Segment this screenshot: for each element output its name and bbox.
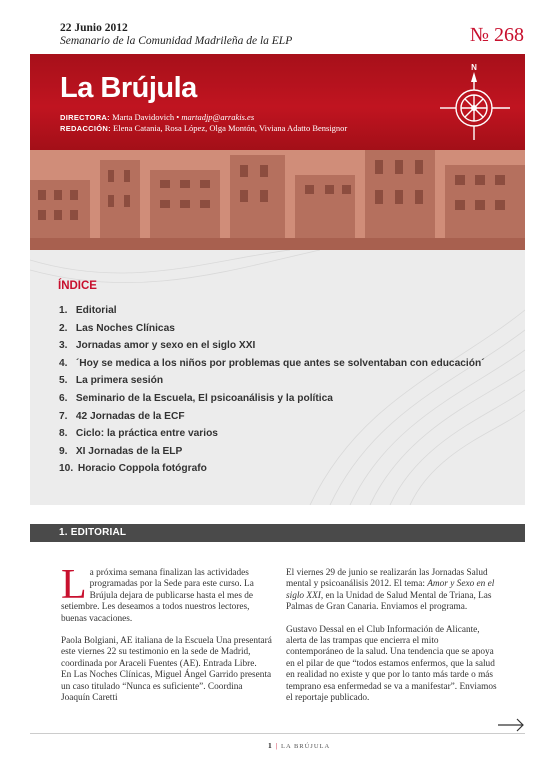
index-list bbox=[59, 302, 485, 478]
director-line bbox=[60, 112, 347, 123]
footer-publication-name: LA BRÚJULA bbox=[281, 743, 331, 750]
index-item[interactable]: 4. ´Hoy se medica a los niños por problemas que antes se solventaban con educación´ bbox=[59, 357, 485, 369]
compass-logo-icon bbox=[430, 58, 518, 146]
index-item[interactable]: 6. Seminario de la Escuela, El psicoanálisis y la política bbox=[59, 392, 333, 404]
buildings-image bbox=[30, 150, 525, 250]
index-item[interactable]: 9. XI Jornadas de la ELP bbox=[59, 445, 183, 457]
redaccion-line bbox=[60, 123, 347, 134]
compass-north-letter: N bbox=[471, 63, 477, 72]
index-item[interactable]: 1. Editorial bbox=[59, 305, 117, 316]
index-item[interactable]: 2. Las Noches Clínicas bbox=[59, 322, 175, 334]
page-number: 1 bbox=[268, 741, 272, 750]
index-item[interactable]: 8. Ciclo: la práctica entre varios bbox=[59, 428, 218, 440]
editorial-paragraph: El viernes 29 de junio se realizarán las Jornadas Salud mental y psicoanálisis 2012. El tema: Amor y Sexo en el siglo XXI, en la Unidad de Salud Mental de Triana, Las Palmas de Gran Canaria. Enviamos el programa. bbox=[286, 568, 495, 613]
editorial-column-left bbox=[61, 562, 273, 715]
city-buildings-photo bbox=[30, 150, 525, 250]
director-name: Marta Davidovich • bbox=[112, 112, 180, 122]
editorial-column-right bbox=[286, 568, 498, 715]
index-item[interactable]: 10. Horacio Coppola fotógrafo bbox=[59, 463, 207, 475]
masthead-credits bbox=[60, 112, 347, 134]
editorial-paragraph: En Las Noches Clínicas, Miguel Ángel Garrido presenta un caso titulado “Nunca es suficiente”. Coordina Joaquín Caretti bbox=[61, 670, 272, 704]
editorial-paragraph: Paola Bolgiani, AE italiana de la Escuela Una presentará este viernes 22 su testimonio en la sede de Madrid, coordinada por Araceli Fuentes (AE). Entrada Libre. bbox=[61, 636, 272, 669]
next-page-arrow-icon[interactable] bbox=[497, 718, 525, 732]
footer-divider bbox=[30, 733, 525, 734]
drop-cap: L bbox=[61, 562, 87, 608]
redaccion-label: REDACCIÓN: bbox=[60, 124, 111, 133]
editorial-paragraph: Gustavo Dessal en el Club Información de Alicante, alerta de las trampas que encierra el mito contemporáneo de la salud. Una tendencia que se apoya en el pilar de que “todos estamos enfermos, que la salud en realidad no existe y que por lo tanto más tarde o más temprano esa enfermedad se va a manifestar”. Enviamos el reportaje publicado. bbox=[286, 624, 497, 704]
issue-date: 22 Junio 2012 bbox=[60, 22, 128, 34]
index-item[interactable]: 7. 42 Jornadas de la ECF bbox=[59, 410, 185, 422]
table-of-contents bbox=[30, 250, 525, 505]
section-title: 1. EDITORIAL bbox=[59, 527, 127, 538]
redaccion-names: Elena Catania, Rosa López, Olga Montón, Viviana Adatto Bensignor bbox=[113, 123, 348, 133]
footer-separator: | bbox=[275, 741, 278, 750]
publication-title: La Brújula bbox=[60, 72, 197, 104]
director-email[interactable]: martadjp@arrakis.es bbox=[181, 112, 255, 122]
index-item[interactable]: 3. Jornadas amor y sexo en el siglo XXI bbox=[59, 340, 256, 352]
director-label: DIRECTORA: bbox=[60, 113, 110, 122]
issue-number: № 268 bbox=[469, 24, 524, 46]
masthead-banner bbox=[30, 54, 525, 150]
section-header-bar bbox=[30, 524, 525, 542]
page-footer bbox=[268, 741, 330, 750]
index-item[interactable]: 5. La primera sesión bbox=[59, 375, 164, 387]
masthead-topbar bbox=[60, 22, 524, 56]
index-title: ÍNDICE bbox=[58, 280, 97, 292]
editorial-paragraph: La próxima semana finalizan las actividades programadas por la Sede para este curso. La Brújula dejara de publicarse hasta el mes de setiembre. Les deseamos a todos nuestros lectores, buenas vacaciones. bbox=[61, 562, 254, 624]
publication-subtitle: Semanario de la Comunidad Madrileña de la ELP bbox=[60, 35, 293, 47]
